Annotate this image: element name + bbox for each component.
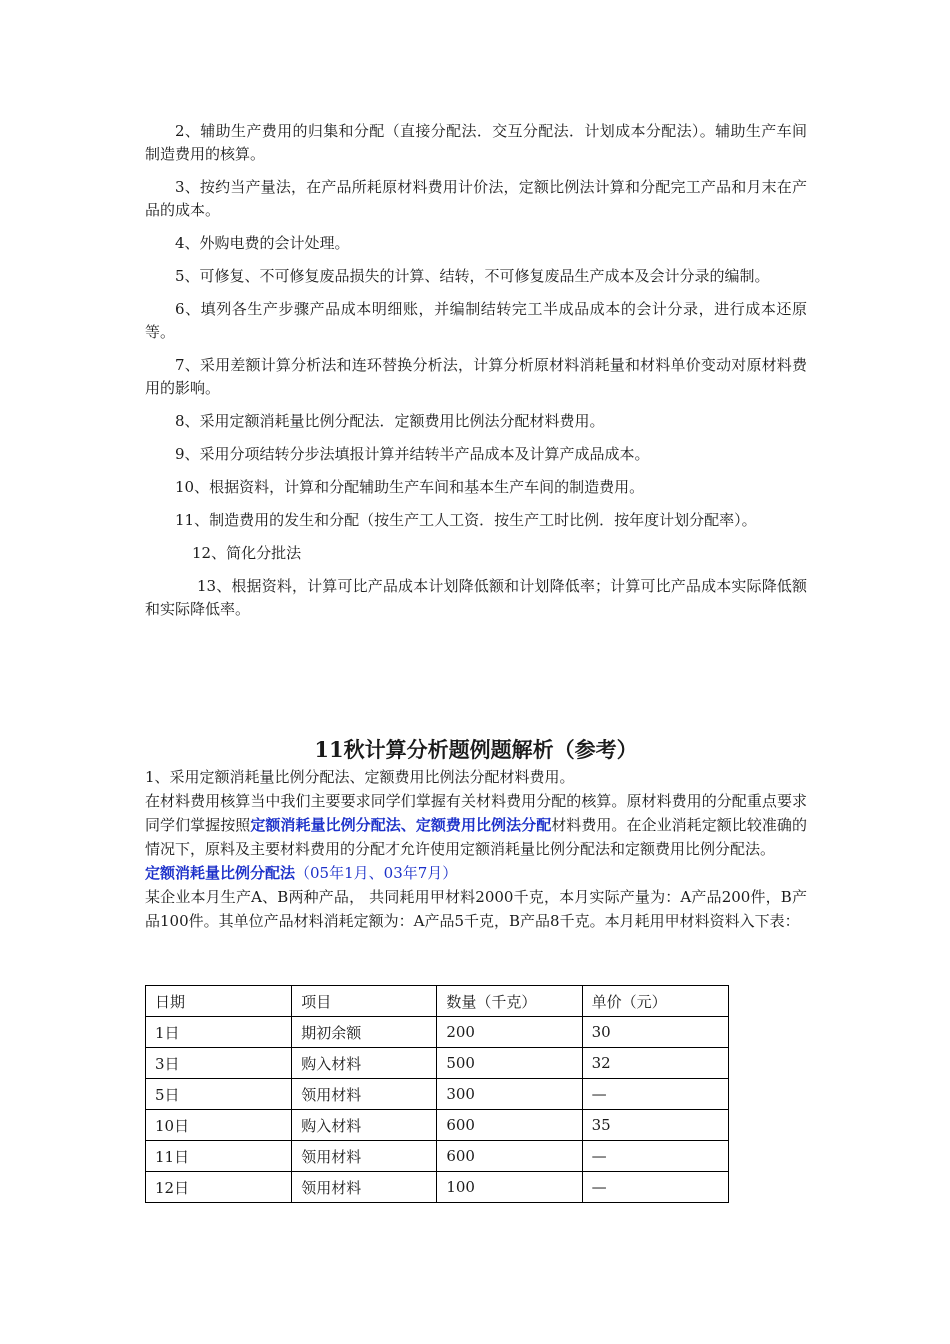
list-item: 2、辅助生产费用的归集和分配（直接分配法．交互分配法．计划成本分配法）。辅助生产车间制造费用的核算。 <box>145 122 807 163</box>
table-cell: 32 <box>582 1048 728 1079</box>
list-item: 9、采用分项结转分步法填报计算并结转半产品成本及计算产成品成本。 <box>175 445 650 463</box>
table-cell: 3日 <box>146 1048 292 1079</box>
table-cell: 购入材料 <box>292 1048 437 1079</box>
list-item: 13、根据资料，计算可比产品成本计划降低额和计划降低率；计算可比产品成本实际降低额和实际降低率。 <box>145 577 807 618</box>
list-item: 12、简化分批法 <box>192 544 302 562</box>
table-row <box>146 1048 729 1079</box>
section-body <box>145 765 807 933</box>
method-heading <box>145 861 807 885</box>
list-item: 3、按约当产量法，在产品所耗原材料费用计价法，定额比例法计算和分配完工产品和月末在产品的成本。 <box>145 178 807 219</box>
header-cell-quantity: 数量（千克） <box>437 986 582 1017</box>
list-item: 11、制造费用的发生和分配（按生产工人工资．按生产工时比例．按年度计划分配率）。 <box>175 511 757 529</box>
table-cell: 35 <box>582 1110 728 1141</box>
table-cell: 领用材料 <box>292 1172 437 1203</box>
section-title: 11秋计算分析题例题解析（参考） <box>314 737 638 762</box>
table-cell: — <box>582 1172 728 1203</box>
table-row <box>146 1172 729 1203</box>
table-cell: 600 <box>437 1141 582 1172</box>
table-cell: 领用材料 <box>292 1079 437 1110</box>
table-cell: 5日 <box>146 1079 292 1110</box>
header-cell-unit-price: 单价（元） <box>582 986 728 1017</box>
table-cell: 领用材料 <box>292 1141 437 1172</box>
problem-text: 某企业本月生产A、B两种产品， 共同耗用甲材料2000千克，本月实际产量为：A产品200件，B产品100件。其单位产品材料消耗定额为：A产品5千克，B产品8千克。本月耗用甲材料资料入下表： <box>145 888 807 930</box>
table-cell: 10日 <box>146 1110 292 1141</box>
table-cell: 600 <box>437 1110 582 1141</box>
table-cell: 30 <box>582 1017 728 1048</box>
table-cell: — <box>582 1141 728 1172</box>
method-heading-title: 定额消耗量比例分配法 <box>145 864 296 882</box>
list-item: 4、外购电费的会计处理。 <box>175 234 350 252</box>
header-cell-date: 日期 <box>146 986 292 1017</box>
table-cell: 200 <box>437 1017 582 1048</box>
list-item: 8、采用定额消耗量比例分配法．定额费用比例法分配材料费用。 <box>175 412 605 430</box>
table-cell: 12日 <box>146 1172 292 1203</box>
table-cell: — <box>582 1079 728 1110</box>
table-row <box>146 1079 729 1110</box>
explanation-paragraph <box>145 789 807 861</box>
table-cell: 购入材料 <box>292 1110 437 1141</box>
table-cell: 期初余额 <box>292 1017 437 1048</box>
table-cell: 11日 <box>146 1141 292 1172</box>
material-usage-table <box>145 985 729 1203</box>
table-row <box>146 1141 729 1172</box>
table-cell: 1日 <box>146 1017 292 1048</box>
table-cell: 300 <box>437 1079 582 1110</box>
intro-line: 1、采用定额消耗量比例分配法、定额费用比例法分配材料费用。 <box>145 768 575 786</box>
table-cell: 100 <box>437 1172 582 1203</box>
explanation-part-1: 在材料费用核算当中我们主要要求同学们掌握有关材料费用分配的核算。原材料费用的分配重点要求同学们掌握按照 <box>145 792 807 834</box>
list-item: 7、采用差额计算分析法和连环替换分析法，计算分析原材料消耗量和材料单价变动对原材料费用的影响。 <box>145 356 807 397</box>
highlighted-method-text: 定额消耗量比例分配法、定额费用比例法分配 <box>250 816 552 834</box>
table-header-row <box>146 986 729 1017</box>
table-cell: 500 <box>437 1048 582 1079</box>
method-heading-dates: （05年1月、03年7月） <box>295 864 458 882</box>
header-cell-item: 项目 <box>292 986 437 1017</box>
explanation-part-2: 材料费用。在企业消耗定额比较准确的情况下，原料及主要材料费用的分配才允许使用定额消耗量比例分配法和定额费用比例分配法。 <box>145 816 807 858</box>
list-item: 10、根据资料，计算和分配辅助生产车间和基本生产车间的制造费用。 <box>175 478 645 496</box>
topic-list <box>145 120 807 631</box>
table-row <box>146 1017 729 1048</box>
list-item: 6、填列各生产步骤产品成本明细账，并编制结转完工半成品成本的会计分录，进行成本还原等。 <box>145 300 807 341</box>
table-row <box>146 1110 729 1141</box>
list-item: 5、可修复、不可修复废品损失的计算、结转，不可修复废品生产成本及会计分录的编制。 <box>175 267 770 285</box>
